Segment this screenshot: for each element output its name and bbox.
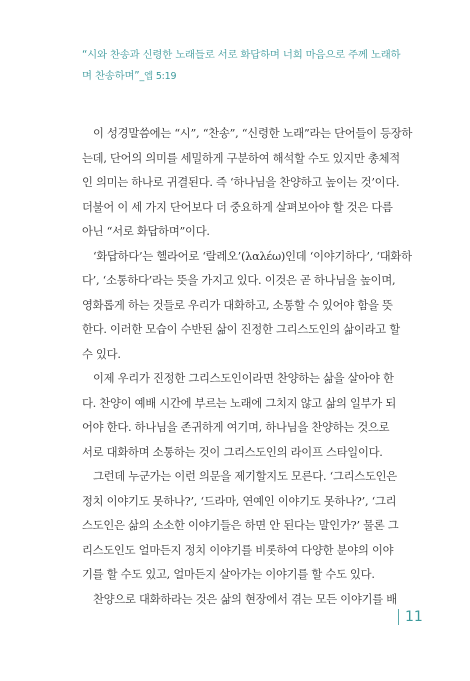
body-line: 인 의미는 하나로 귀결된다. 즉 ‘하나님을 찬양하고 높이는 것’이다. <box>82 176 400 189</box>
page-folio <box>398 609 423 625</box>
body-line: 스도인은 삶의 소소한 이야기들은 하면 안 된다는 말인가?’ 물론 그 <box>82 519 399 532</box>
body-line: 한다. 이러한 모습이 수반된 삶이 진정한 그리스도인의 삶이라고 할 <box>82 323 400 336</box>
epigraph-line-2 <box>82 66 427 87</box>
body-line: 이 성경말씀에는 “시”, “찬송”, “신령한 노래”라는 단어들이 등장하 <box>93 127 413 140</box>
body-line: 더불어 이 세 가지 단어보다 더 중요하게 살펴보아야 할 것은 다름 <box>82 200 393 214</box>
epigraph-line-1: “시와 찬송과 신령한 노래들로 서로 화답하며 너희 마음으로 주께 노래하 <box>82 49 401 61</box>
page-number: 11 <box>405 609 423 625</box>
body-line: 서로 대화하며 소통하는 것이 그리스도인의 라이프 스타일이다. <box>82 445 383 459</box>
body-text <box>82 122 428 612</box>
scripture-epigraph <box>82 45 427 87</box>
body-line: 이제 우리가 진정한 그리스도인이라면 찬양하는 삶을 살아야 한 <box>93 372 394 385</box>
body-line: ‘화답하다’는 헬라어로 ‘랄레오’(λαλέω)인데 ‘이야기하다’, ‘대화하 <box>93 249 412 263</box>
body-line: 그런데 누군가는 이런 의문을 제기할지도 모른다. ‘그리스도인은 <box>93 470 397 483</box>
body-line: 정치 이야기도 못하나?’, ‘드라마, 연예인 이야기도 못하나?’, ‘그리 <box>82 494 397 508</box>
body-line: 찬양으로 대화하라는 것은 삶의 현장에서 겪는 모든 이야기를 배 <box>93 592 397 606</box>
body-line: 리스도인도 얼마든지 정치 이야기를 비롯하여 다양한 분야의 이야 <box>82 543 394 557</box>
epigraph-line-2-text: 며 찬송하며” <box>82 70 140 82</box>
body-line: 아닌 “서로 화답하며”이다. <box>82 225 210 238</box>
body-line: 영화롭게 하는 것들로 우리가 대화하고, 소통할 수 있어야 함을 뜻 <box>82 298 393 312</box>
body-line: 어야 한다. 하나님을 존귀하게 여기며, 하나님을 찬양하는 것으로 <box>82 421 390 434</box>
body-line: 다’, ‘소통하다’라는 뜻을 가지고 있다. 이것은 곧 하나님을 높이며, <box>82 274 396 287</box>
epigraph-reference: _엡 5:19 <box>139 71 177 82</box>
body-line: 기를 할 수도 있고, 얼마든지 살아가는 이야기를 할 수도 있다. <box>82 568 375 581</box>
body-line: 수 있다. <box>82 347 121 361</box>
body-line: 는데, 단어의 의미를 세밀하게 구분하여 해석할 수도 있지만 총체적 <box>82 151 400 165</box>
folio-divider <box>398 609 399 625</box>
body-line: 다. 찬양이 예배 시간에 부르는 노래에 그치지 않고 삶의 일부가 되 <box>82 396 396 410</box>
